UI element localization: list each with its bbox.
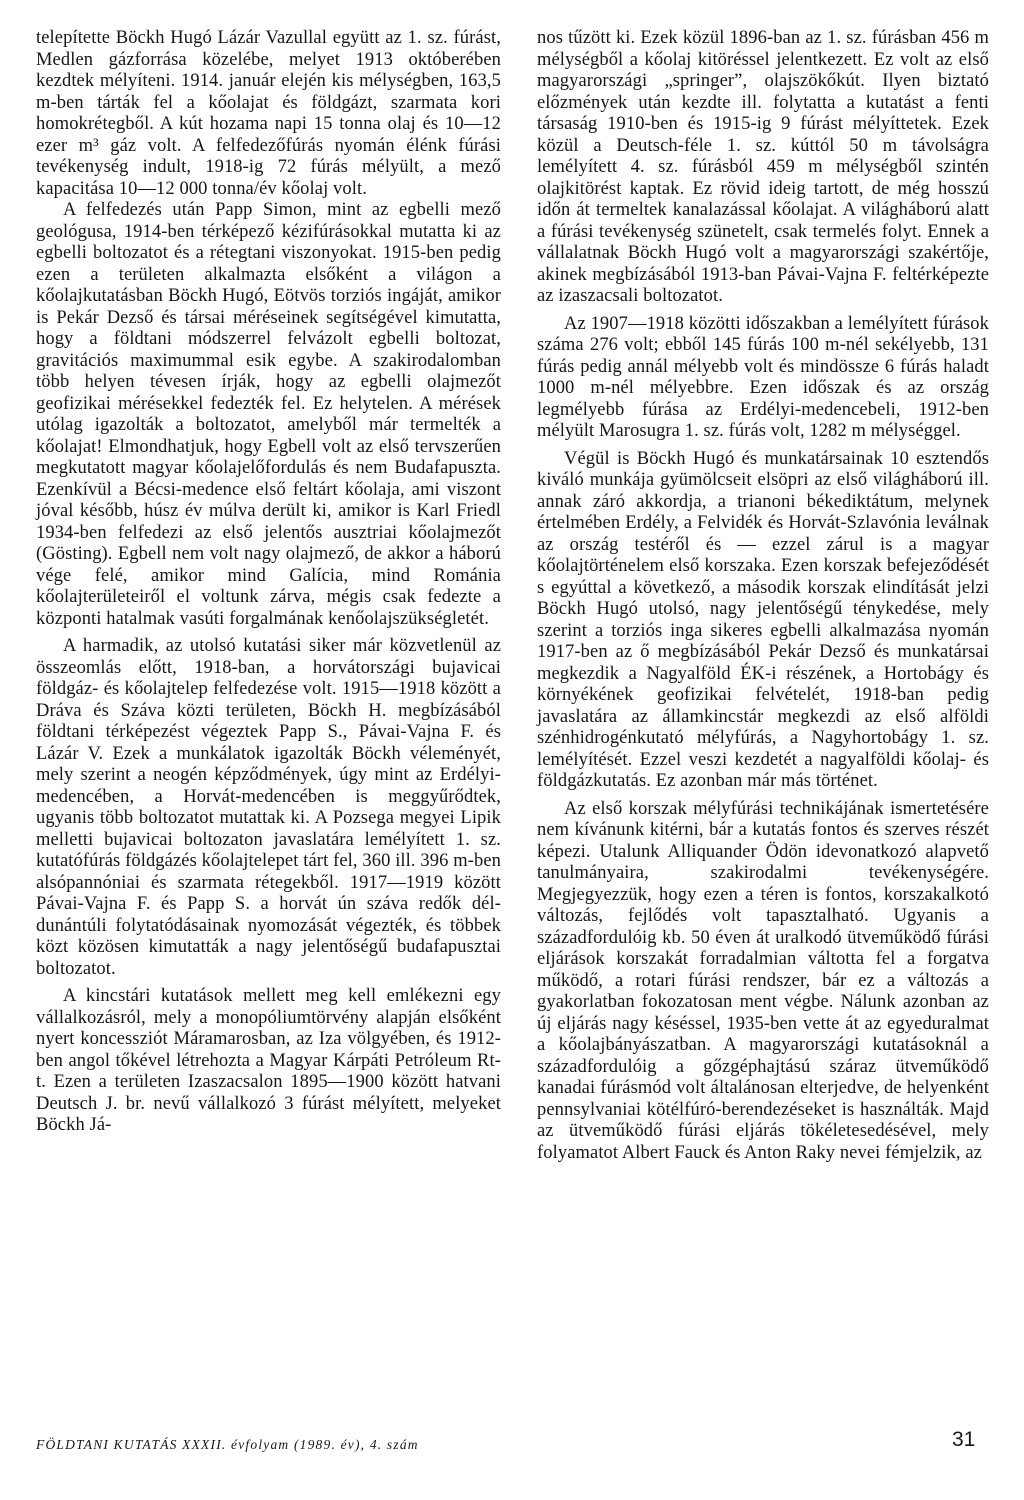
- left-column: [36, 28, 501, 1137]
- journal-footer: FÖLDTANI KUTATÁS XXXII. évfolyam (1989. év), 4. szám: [36, 1437, 419, 1452]
- paragraph: A kincstári kutatások mellett meg kell emlékezni egy vállalkozásról, mely a monopóliumtörvény alapján elsőként nyert koncessziót Máramarosban, az Iza völgyében, és 1912-ben angol tőkével létrehozta a Magyar Kárpáti Petróleum Rt-t. Ezen a területen Izaszacsalon 1895—1900 között hatvani Deutsch J. br. nevű vállalkozó 3 fúrást mélyített, melyeket Böckh Já-: [36, 986, 501, 1135]
- paragraph: Végül is Böckh Hugó és munkatársainak 10 esztendős kiváló munkája gyümölcseit elsöpri az első világháború ill. annak záró akkordja, a trianoni békediktátum, melynek értelmében Erdély, a Felvidék és Horvát-Szlavónia leválnak az ország testéről és — ezzel zárul is a magyar kőolajtörténelem első korszaka. Ezen korszak befejeződését s egyúttal a következő, a második korszak elindítását jelzi Böckh Hugó utolsó, nagy jelentőségű ténykedése, mely szerint a torziós inga sikeres egbelli alkalmazása nyomán 1917-ben az ő megbízásából Pekár Dezső és munkatársai megkezdik a Nagyalföld ÉK-i részének, a Hortobágy és környékének geofizikai felvételét, 1918-ban pedig javaslatára az államkincstár megkezdi az első alföldi szénhidrogénkutató mélyfúrás, a Nagyhortobágy 1. sz. lemélyítését. Ezzel veszi kezdetét a nagyalföldi kőolaj- és földgázkutatás. Ez azonban már más történet.: [537, 448, 989, 791]
- paragraph: nos tűzött ki. Ezek közül 1896-ban az 1. sz. fúrásban 456 m mélységből a kőolaj kitöréssel jelentkezett. Ez volt az első magyarországi „springer”, olajszökőkút. Ilyen biztató előzmények után kezdte ill. folytatta a kutatást a fenti társaság 1910-ben és 1915-ig 9 fúrást mélyíttetek. Ezek közül a Deutsch-féle 1. sz. kúttól 50 m távolságra lemélyített 4. sz. fúrásból 459 m mélységből szintén olajkitörést kaptak. Ez rövid ideig tartott, de még hosszú időn át termeltek kanalazással kőolajat. A világháború alatt a fúrási tevékenység szünetelt, csak termelés folyt. Ennek a vállalatnak Böckh Hugó volt a magyarországi szakértője, akinek megbízásából 1913-ban Pávai-Vajna F. feltérképezte az izaszacsali boltozatot.: [537, 28, 989, 306]
- paragraph: A harmadik, az utolsó kutatási siker már közvetlenül az összeomlás előtt, 1918-ban, a horvátországi bujavicai földgáz- és kőolajtelep felfedezése volt. 1915—1918 között a Dráva és Száva közti területen, Böckh H. megbízásából földtani térképezést végeztek Papp S., Pávai-Vajna F. és Lázár V. Ezek a munkálatok igazolták Böckh véleményét, mely szerint a neogén képződmények, úgy mint az Erdélyi-medencében, a Horvát-medencében is meggyűrődtek, ugyanis több boltozatot mutattak ki. A Pozsega megyei Lipik melletti bujavicai boltozaton javaslatára lemélyített 1. sz. kutatófúrás földgázés kőolajtelepet tárt fel, 360 ill. 396 m-ben alsópannóniai és szarmata rétegekből. 1917—1919 között Pávai-Vajna F. és Papp S. a horvát ún száva redők dél-dunántúli folytatódásainak nyomozását végezték, és többek közt közösen kimutatták a nagy jelentőségű budafapusztai boltozatot.: [36, 636, 501, 979]
- paragraph: Az első korszak mélyfúrási technikájának ismertetésére nem kívánunk kitérni, bár a kutatás fontos és szerves részét képezi. Utalunk Alliquander Ödön idevonatkozó alapvető tanulmányaira, szakirodalmi tevékenységére. Megjegyezzük, hogy ezen a téren is fontos, korszakalkotó változás, fejlődés volt tapasztalható. Ugyanis a századfordulóig kb. 50 éven át uralkodó ütveműködő fúrási eljárások korszakát forradalmian váltotta fel a forgatva működő, a rotari fúrási rendszer, bár ez a változás a gyakorlatban fokozatosan ment végbe. Nálunk azonban az új eljárás nagy késéssel, 1935-ben vette át az egyeduralmat a kőolajbányászatban. A magyarországi kutatásoknál a századfordulóig a gőzgéphajtású száraz ütveműködő kanadai fúrásmód volt általánosan elterjedve, de helyenként pennsylvaniai kötélfúró-berendezéseket is használták. Majd az ütveműködő fúrási eljárás tökéletesedésével, mely folyamatot Albert Fauck és Anton Raky nevei fémjelzik, az: [537, 798, 989, 1163]
- paragraph: telepítette Böckh Hugó Lázár Vazullal együtt az 1. sz. fúrást, Medlen gázforrása közelébe, melyet 1913 októberében kezdtek mélyíteni. 1914. január elején kis mélységben, 163,5 m-ben tárták fel a kőolajat és földgázt, szarmata kori homokrétegből. A kút hozama napi 15 tonna olaj és 10—12 ezer m³ gáz volt. A felfedezőfúrás nyomán élénk fúrási tevékenység indult, 1918-ig 72 fúrás mélyült, a mező kapacitása 10—12 000 tonna/év kőolaj volt.: [36, 28, 501, 199]
- paragraph: A felfedezés után Papp Simon, mint az egbelli mező geológusa, 1914-ben térképező kézifúrásokkal mutatta ki az egbelli boltozatot és a rétegtani viszonyokat. 1915-ben pedig ezen a területen alkalmazta elsőként a világon a kőolajkutatásban Böckh Hugó, Eötvös torziós ingáját, amikor is Pekár Dezső és társai méréseinek segítségével kimutatta, hogy a földtani módszerrel felvázolt egbelli boltozat, gravitációs maximummal esik egybe. A szakirodalomban több helyen tévesen írják, hogy az egbelli olajmezőt geofizikai mérésekkel fedezték fel. Ez helytelen. A mérések utólag igazolták a boltozatot, amelyből már termelték a kőolajat! Elmondhatjuk, hogy Egbell volt az első tervszerűen megkutatott magyar kőolajelőfordulás és nem Budafapuszta. Ezenkívül a Bécsi-medence első feltárt kőolaja, ami viszont jóval később, húsz év múlva derült ki, amikor is Karl Friedl 1934-ben felfedezi az első jelentős ausztriai kőolajmezőt (Gösting). Egbell nem volt nagy olajmező, de akkor a háború vége felé, amikor mind Galícia, mind Románia kőolajterületeiről el voltunk zárva, mégis csak fedezte a központi hatalmak vasúti forgalmának kenőolajszükségletét.: [36, 200, 501, 629]
- page-number: 31: [952, 1428, 976, 1451]
- paragraph: Az 1907—1918 közötti időszakban a lemélyített fúrások száma 276 volt; ebből 145 fúrás 100 m-nél sekélyebb, 131 fúrás pedig annál mélyebb volt és mindössze 6 fúrás haladt 1000 m-nél mélyebbre. Ezen időszak és az ország legmélyebb fúrása az Erdélyi-medencebeli, 1912-ben mélyült Marosugra 1. sz. fúrás volt, 1282 m mélységgel.: [537, 313, 989, 441]
- right-column: [537, 28, 989, 1164]
